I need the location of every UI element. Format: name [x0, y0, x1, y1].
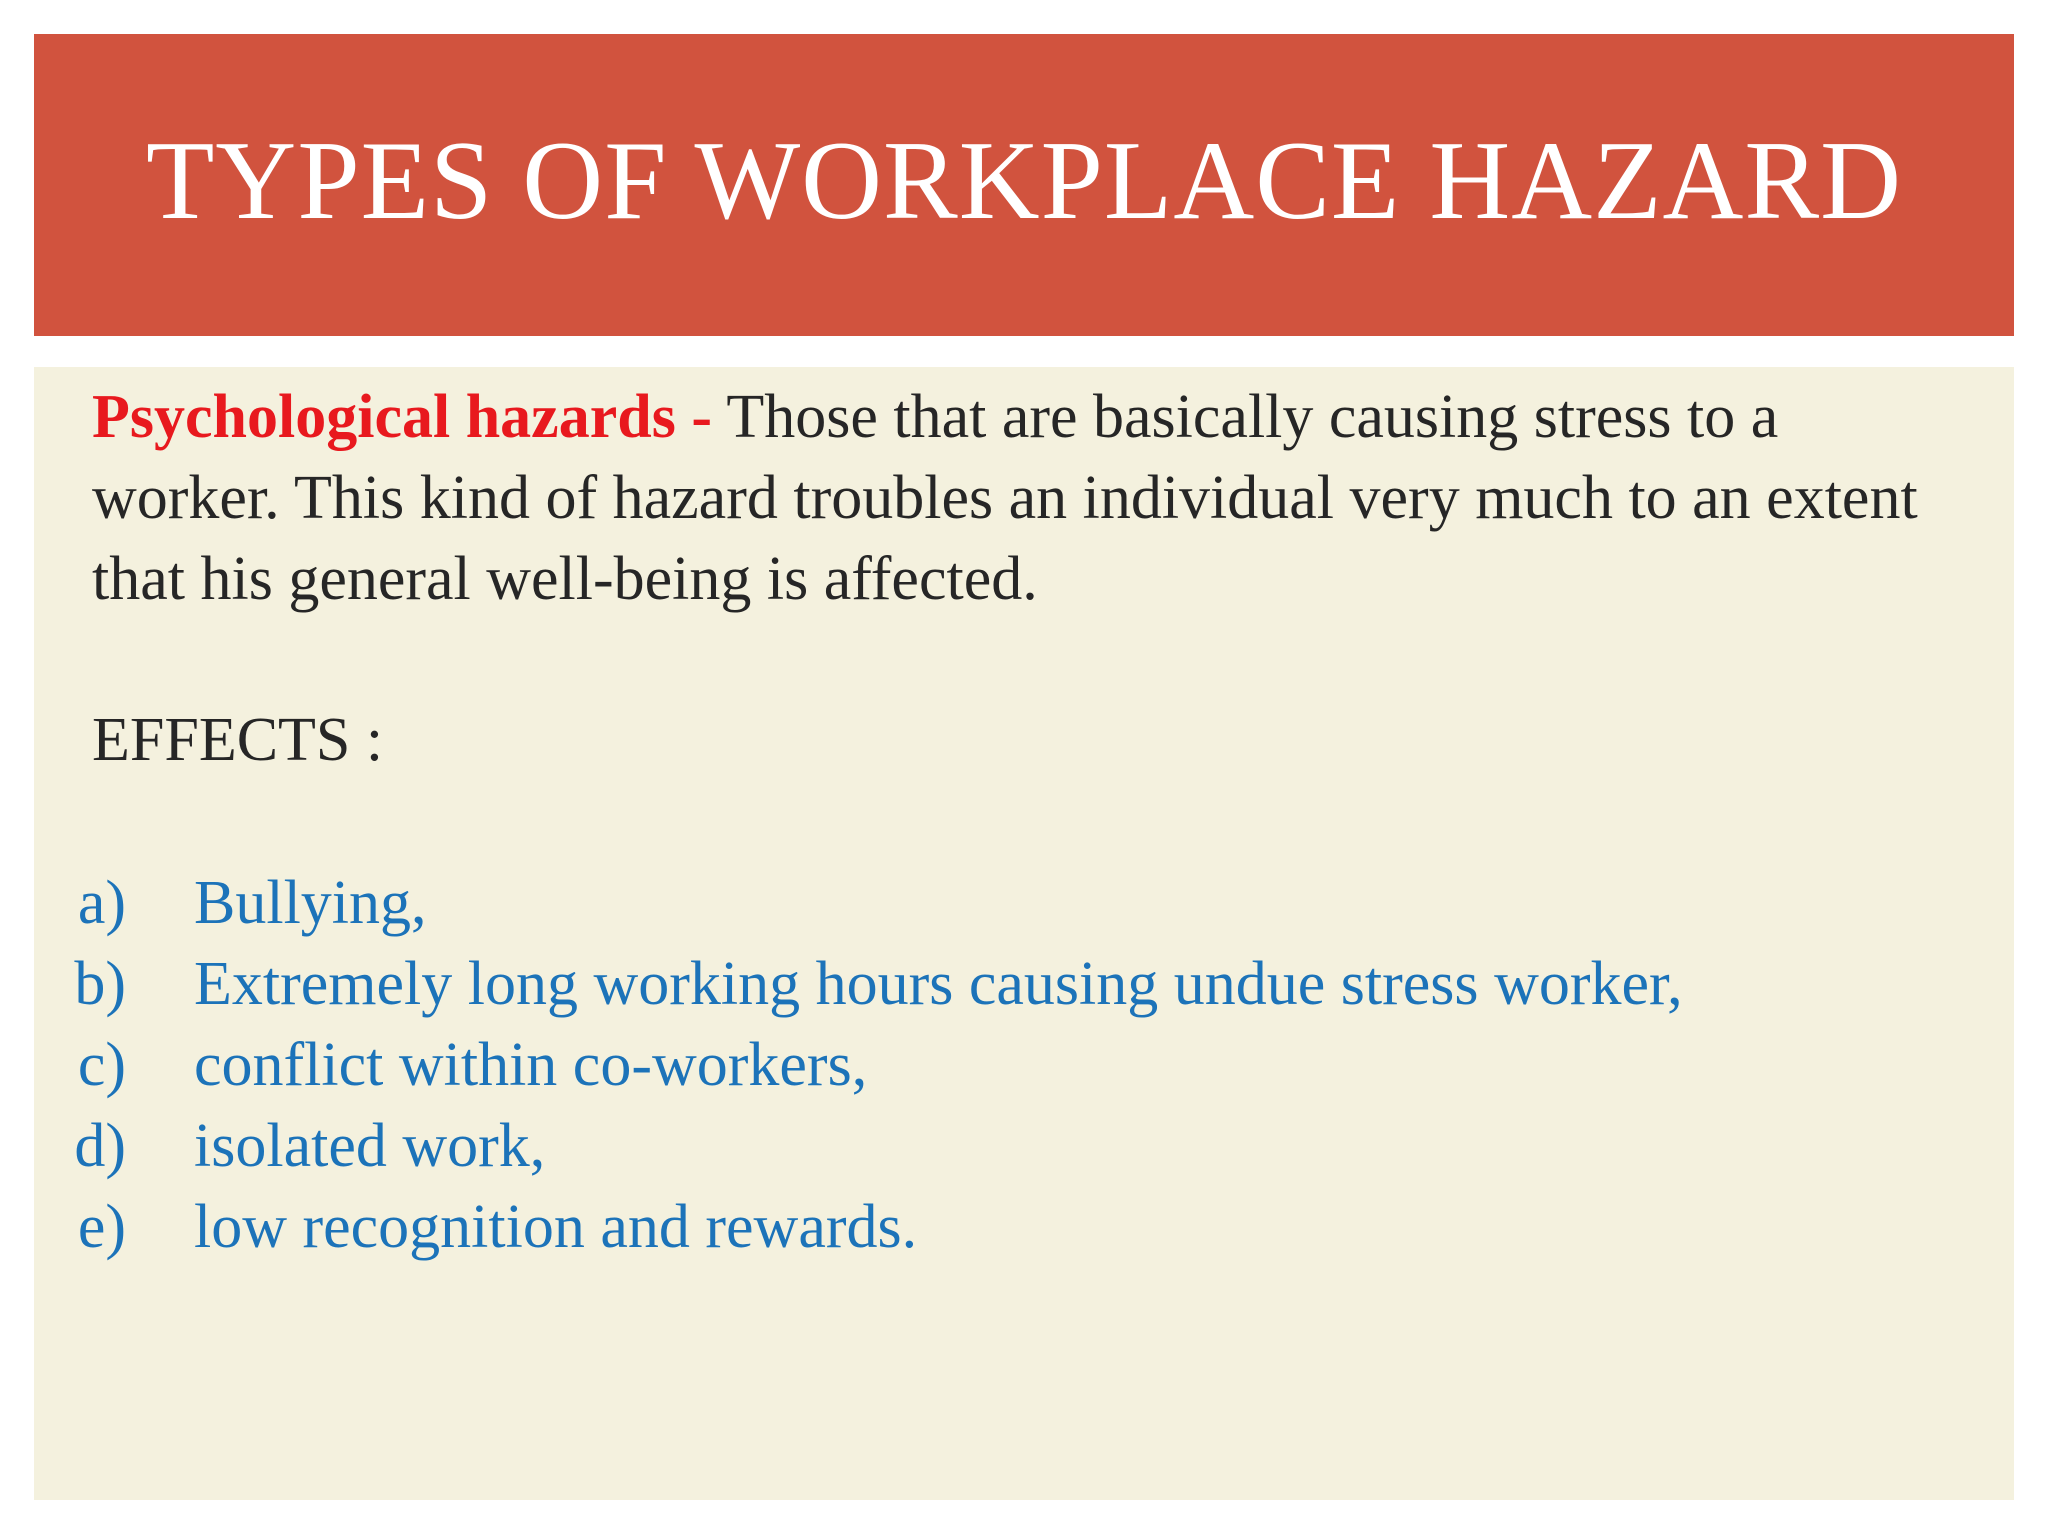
list-item-text: conflict within co-workers,	[194, 1031, 868, 1099]
definition-paragraph	[92, 377, 1952, 620]
effects-list	[34, 863, 1994, 1268]
list-item	[34, 944, 1994, 1025]
list-marker: a)	[77, 869, 126, 937]
list-item-text: low recognition and rewards.	[194, 1193, 918, 1261]
list-marker: e)	[77, 1193, 126, 1261]
content-panel	[34, 367, 2014, 1500]
title-bar	[34, 34, 2014, 336]
list-item-text: Extremely long working hours causing undue stress worker,	[194, 950, 1683, 1018]
list-item	[34, 1106, 1994, 1187]
list-marker: d)	[74, 1112, 126, 1180]
list-marker: b)	[74, 950, 126, 1018]
definition-text: Those that are basically causing stress to a worker. This kind of hazard troubles an individual very much to an extent that his general well-being is affected.	[92, 383, 1918, 613]
list-marker: c)	[77, 1031, 126, 1099]
effects-heading: EFFECTS :	[92, 706, 384, 774]
list-item	[34, 1025, 1994, 1106]
hazard-term: Psychological hazards -	[92, 383, 712, 451]
list-item-text: Bullying,	[194, 869, 427, 937]
list-item	[34, 1187, 1994, 1268]
list-item	[34, 863, 1994, 944]
slide-title: TYPES OF WORKPLACE HAZARD	[146, 118, 1902, 243]
list-item-text: isolated work,	[194, 1112, 546, 1180]
